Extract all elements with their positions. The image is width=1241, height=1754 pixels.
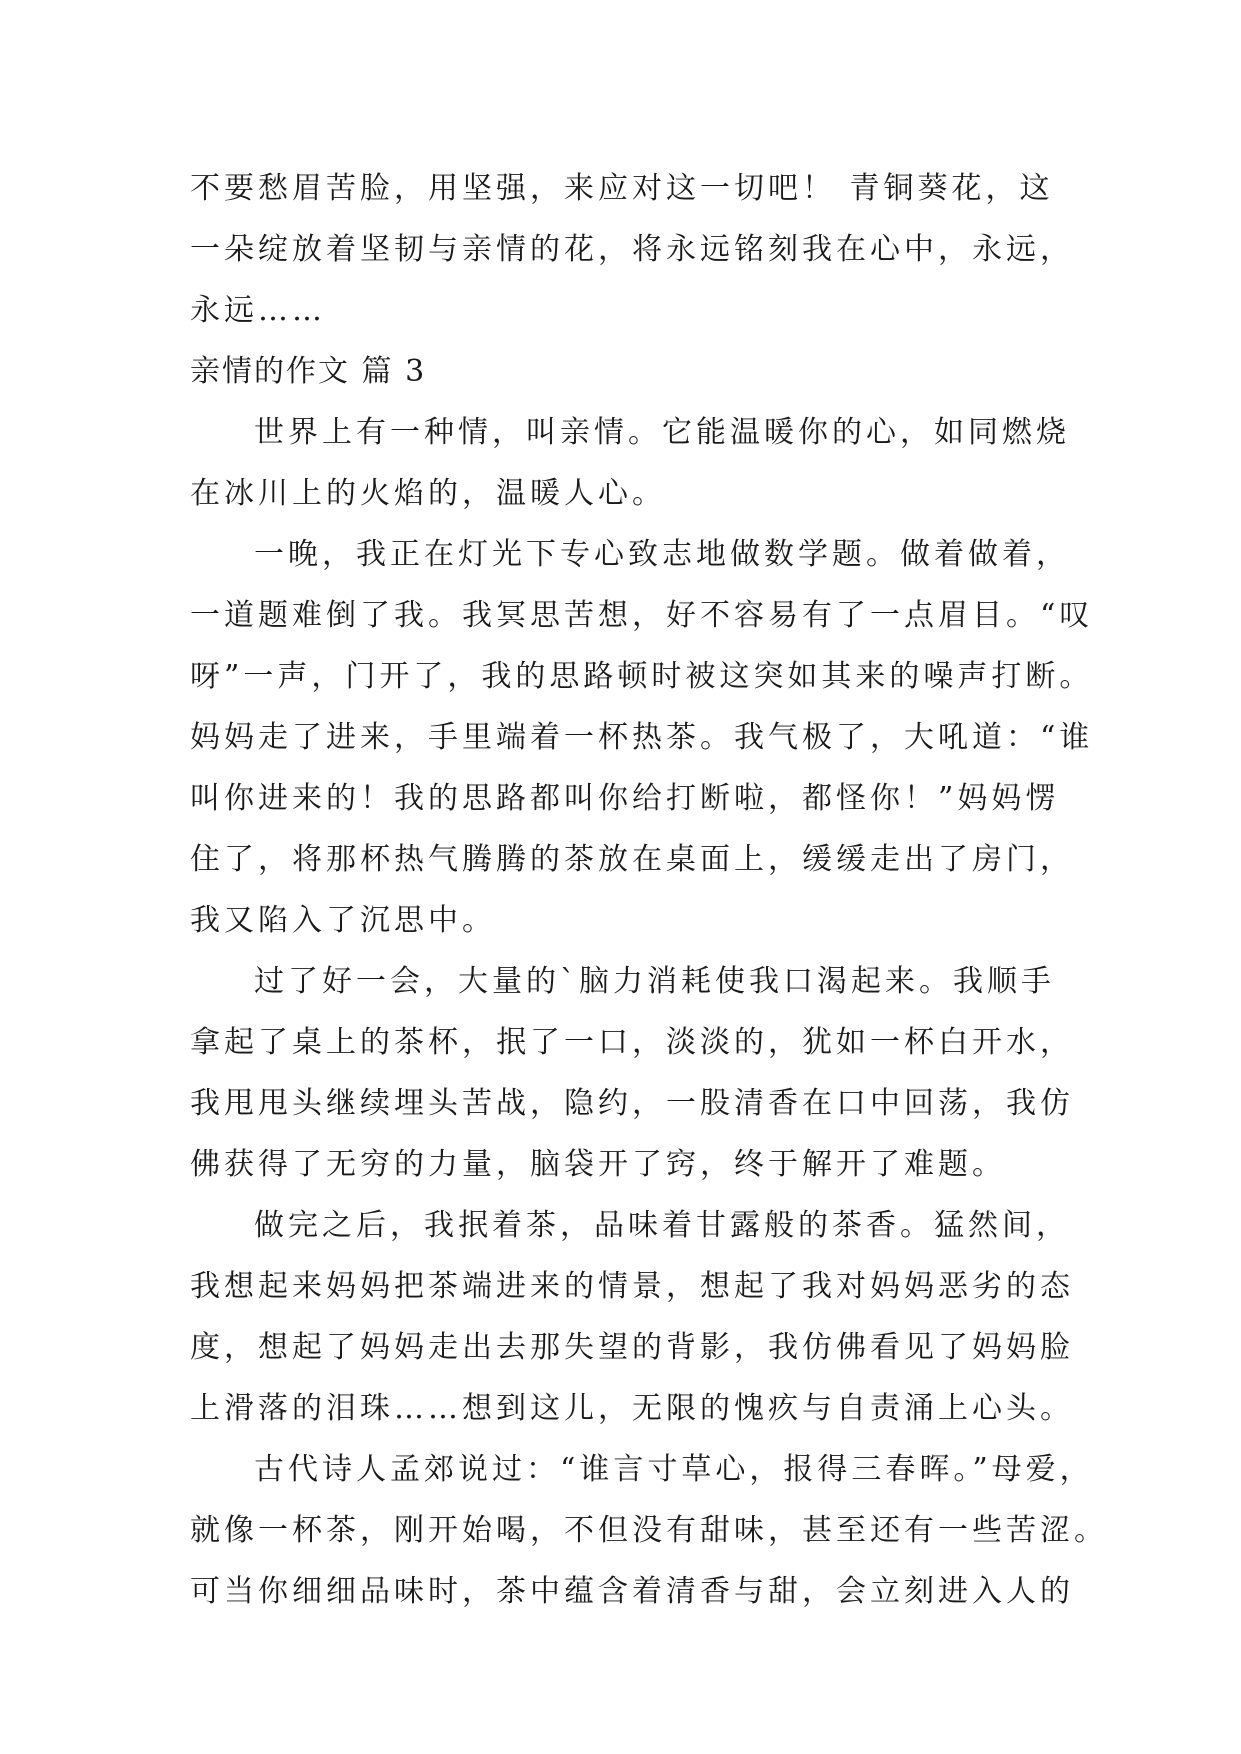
- text-line: 叫你进来的！我的思路都叫你给打断啦，都怪你！”妈妈愣: [190, 781, 1060, 816]
- paragraph-2: [190, 524, 1094, 951]
- paragraph-3: [190, 951, 1074, 1195]
- text-line: 在冰川上的火焰的，温暖人心。: [190, 476, 666, 511]
- text-line: 就像一杯茶，刚开始喝，不但没有甜味，甚至还有一些苦涩。: [190, 1513, 1108, 1548]
- continuation-paragraph: [190, 158, 1074, 341]
- text-line: 呀”一声，门开了，我的思路顿时被这突如其来的噪声打断。: [190, 659, 1094, 694]
- text-line: 佛获得了无穷的力量，脑袋开了窍，终于解开了难题。: [190, 1147, 1006, 1182]
- section-title: 亲情的作文 篇 3: [190, 354, 427, 389]
- document-body: [190, 158, 1108, 1622]
- text-line: 永远……: [190, 293, 326, 328]
- text-line: 我想起来妈妈把茶端进来的情景，想起了我对妈妈恶劣的态: [190, 1269, 1074, 1304]
- text-line: 度，想起了妈妈走出去那失望的背影，我仿佛看见了妈妈脸: [190, 1330, 1074, 1365]
- text-line: 一晚，我正在灯光下专心致志地做数学题。做着做着，: [254, 537, 1070, 572]
- text-line: 我甩甩头继续埋头苦战，隐约，一股清香在口中回荡，我仿: [190, 1086, 1074, 1121]
- text-line: 一道题难倒了我。我冥思苦想，好不容易有了一点眉目。“叹: [190, 598, 1094, 633]
- text-line: 我又陷入了沉思中。: [190, 903, 496, 938]
- text-line: 过了好一会，大量的`脑力消耗使我口渴起来。我顺手: [254, 964, 1055, 999]
- text-line: 一朵绽放着坚韧与亲情的花，将永远铭刻我在心中，永远，: [190, 232, 1074, 267]
- text-line: 不要愁眉苦脸，用坚强，来应对这一切吧！ 青铜葵花，这: [190, 171, 1054, 206]
- paragraph-4: [190, 1195, 1074, 1439]
- text-line: 世界上有一种情，叫亲情。它能温暖你的心，如同燃烧: [254, 415, 1070, 450]
- text-line: 上滑落的泪珠……想到这儿，无限的愧疚与自责涌上心头。: [190, 1391, 1074, 1426]
- text-line: 妈妈走了进来，手里端着一杯热茶。我气极了，大吼道：“谁: [190, 720, 1094, 755]
- text-line: 做完之后，我抿着茶，品味着甘露般的茶香。猛然间，: [254, 1208, 1070, 1243]
- text-line: 古代诗人孟郊说过：“谁言寸草心，报得三春晖。”母爱，: [254, 1452, 1094, 1487]
- text-line: 住了，将那杯热气腾腾的茶放在桌面上，缓缓走出了房门，: [190, 842, 1074, 877]
- text-line: 可当你细细品味时，茶中蕴含着清香与甜，会立刻进入人的: [190, 1574, 1074, 1609]
- paragraph-5: [190, 1439, 1108, 1622]
- text-line: 拿起了桌上的茶杯，抿了一口，淡淡的，犹如一杯白开水，: [190, 1025, 1074, 1060]
- paragraph-1: [190, 402, 1070, 524]
